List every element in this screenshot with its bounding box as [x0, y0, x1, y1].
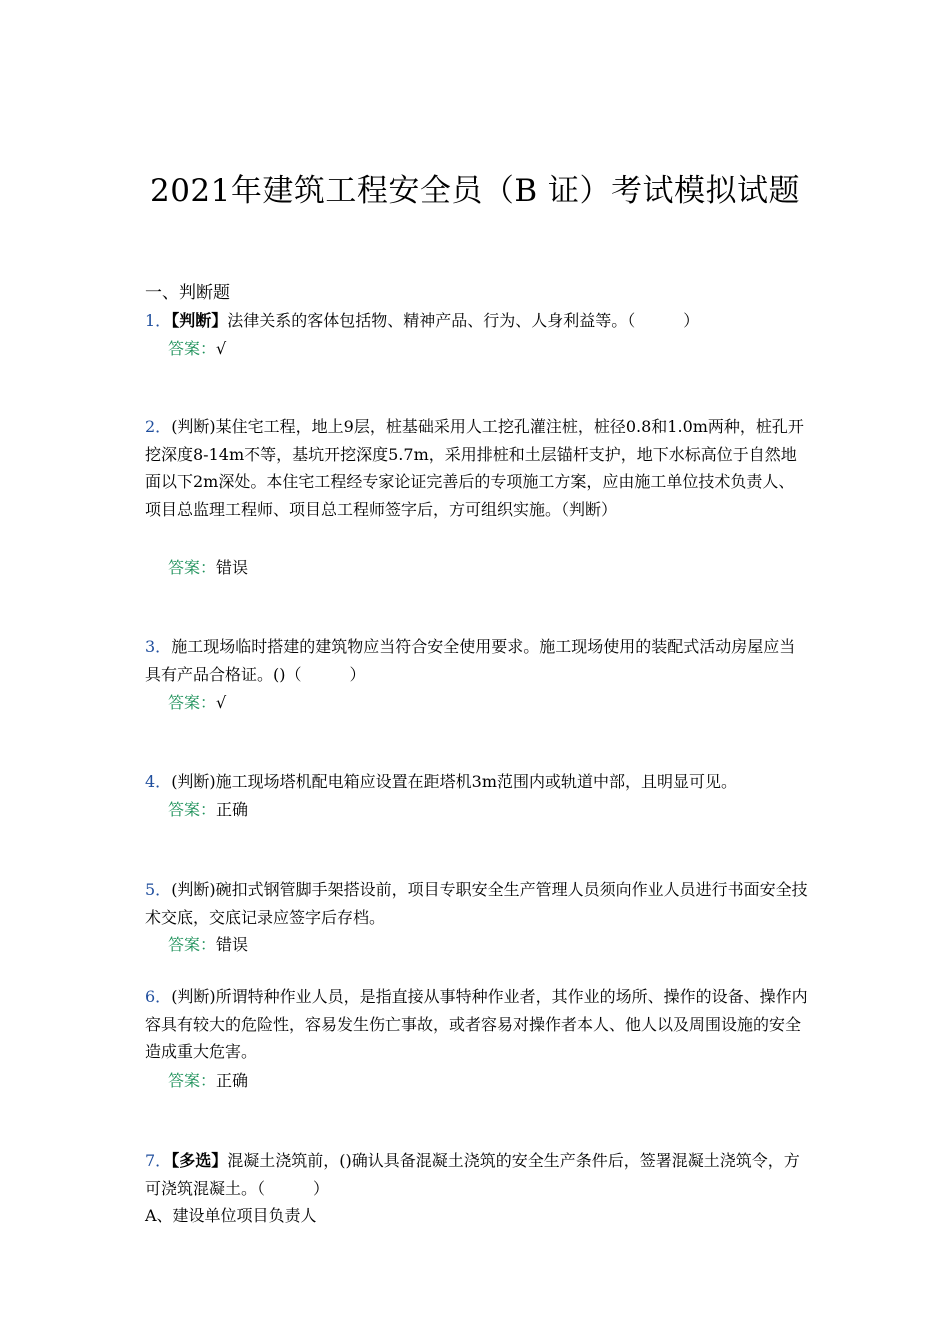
answer-label: 答案：: [168, 339, 217, 358]
question-text: 混凝土浇筑前，()确认具备混凝土浇筑的安全生产条件后，签署混凝土浇筑令，方可浇筑混凝土。（ ）: [145, 1151, 800, 1198]
question-text: (判断)所谓特种作业人员，是指直接从事特种作业者，其作业的场所、操作的设备、操作内容具有较大的危险性，容易发生伤亡事故，或者容易对操作者本人、他人以及周围设施的安全造成重大危害。: [145, 987, 808, 1061]
question-1: [145, 307, 810, 335]
answer-6: [168, 1069, 248, 1093]
question-number: 7．: [145, 1151, 172, 1170]
question-6: [145, 983, 810, 1066]
question-text: 法律关系的客体包括物、精神产品、行为、人身利益等。（ ）: [227, 311, 700, 330]
option-a: A、建设单位项目负责人: [145, 1206, 317, 1225]
answer-value: 错误: [216, 558, 249, 577]
answer-label: 答案：: [168, 935, 217, 954]
question-number: 6．: [145, 987, 172, 1006]
section-title: 一、判断题: [145, 283, 230, 303]
answer-label: 答案：: [168, 693, 217, 712]
answer-value: √: [216, 693, 227, 712]
question-text: 施工现场临时搭建的建筑物应当符合安全使用要求。施工现场使用的装配式活动房屋应当具有产品合格证。()（ ）: [145, 637, 796, 684]
question-7: [145, 1147, 810, 1202]
question-5: [145, 876, 810, 931]
answer-value: 正确: [216, 1071, 249, 1090]
answer-1: [168, 337, 226, 361]
question-number: 4．: [145, 772, 172, 791]
question-text: (判断)施工现场塔机配电箱应设置在距塔机3m范围内或轨道中部，且明显可见。: [171, 772, 738, 791]
answer-4: [168, 798, 248, 822]
answer-3: [168, 691, 226, 715]
question-number: 1．: [145, 311, 172, 330]
question-4: [145, 768, 810, 796]
question-number: 3．: [145, 637, 172, 656]
page-title: 2021年建筑工程安全员（B 证）考试模拟试题: [149, 173, 801, 209]
answer-label: 答案：: [168, 558, 217, 577]
question-3: [145, 633, 810, 688]
question-tag: 【多选】: [171, 1151, 228, 1170]
question-tag: 【判断】: [171, 311, 228, 330]
answer-5: [168, 933, 248, 957]
question-2: [145, 413, 810, 523]
question-number: 2．: [145, 417, 172, 436]
question-text: (判断)碗扣式钢管脚手架搭设前，项目专职安全生产管理人员须向作业人员进行书面安全技术交底，交底记录应签字后存档。: [145, 880, 808, 927]
question-text: (判断)某住宅工程，地上9层，桩基础采用人工挖孔灌注桩，桩径0.8和1.0m两种，桩孔开挖深度8-14m不等，基坑开挖深度5.7m，采用排桩和土层锚杆支护，地下水标高位于自然地面以下2m深处。本住宅工程经专家论证完善后的专项施工方案，应由施工单位技术负责人、项目总监理工程师、项目总工程师签字后，方可组织实施。（判断）: [145, 417, 804, 519]
answer-2: [168, 556, 248, 580]
answer-label: 答案：: [168, 1071, 217, 1090]
answer-label: 答案：: [168, 800, 217, 819]
answer-value: 正确: [216, 800, 249, 819]
answer-value: √: [216, 339, 227, 358]
answer-value: 错误: [216, 935, 249, 954]
question-number: 5．: [145, 880, 172, 899]
